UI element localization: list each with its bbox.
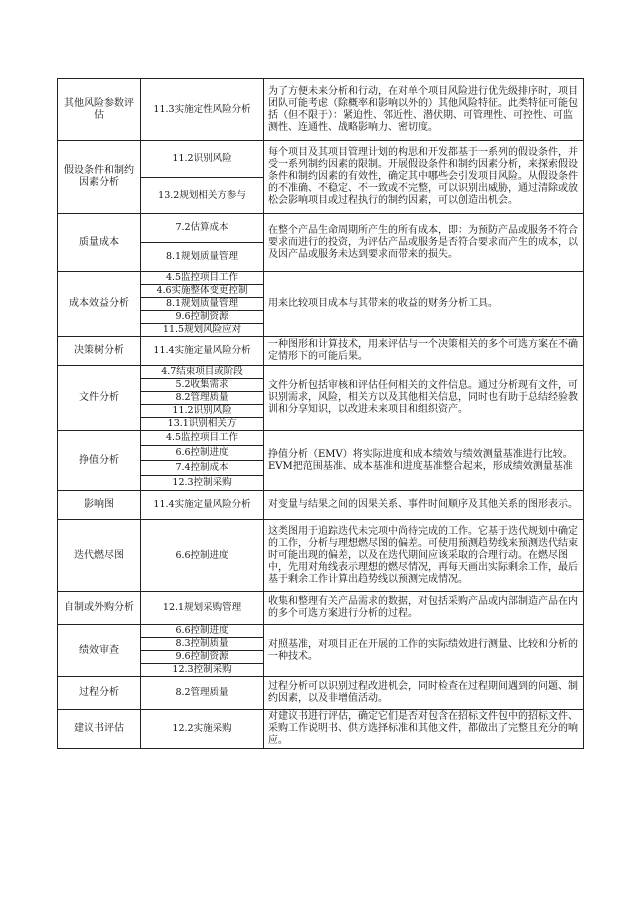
description-cell: 收集和整理有关产品需求的数据，对包括采购产品或内部制造产品在内的多个可选方案进行分析的过程。 [264,592,584,625]
tool-name-cell: 成本效益分析 [58,272,141,337]
process-cell: 7.2估算成本 [141,214,264,243]
description-cell: 为了方便未来分析和行动，在对单个项目风险进行优先级排序时，项目团队可能考虑（除概率和影响以外的）其他风险特征。此类特征可能包括（但不限于）：紧迫性、邻近性、潜伏期、可管理性、可控性、可监测性、连通性、战略影响力、密切度。 [264,79,584,141]
tool-name-cell: 挣值分析 [58,431,141,491]
process-cell: 12.3控制采购 [141,476,264,491]
process-cell: 5.2收集需求 [141,379,264,392]
description-cell: 这类图用于追踪迭代未完项中尚待完成的工作。它基于迭代规划中确定的工作，分析与理想燃尽图的偏差。可使用预测趋势线来预测迭代结束时可能出现的偏差，以及在迭代期间应该采取的合理行动。在燃尽图中，先用对角线表示理想的燃尽情况，再每天画出实际剩余工作，最后基于剩余工作计算出趋势线以预测完成情况。 [264,520,584,592]
process-cell: 11.2识别风险 [141,405,264,418]
process-cell: 11.4实施定量风险分析 [141,337,264,366]
table-row [58,431,584,446]
description-cell: 挣值分析（EMV）将实际进度和成本绩效与绩效测量基准进行比较。EVM把范围基准、成本基准和进度基准整合起来，形成绩效测量基准 [264,431,584,491]
description-cell: 过程分析可以识别过程改进机会，同时检查在过程期间遇到的问题、制约因素，以及非增值活动。 [264,677,584,710]
process-cell: 12.1规划采购管理 [141,592,264,625]
process-cell: 4.5监控项目工作 [141,272,264,285]
tool-name-cell: 建议书评估 [58,710,141,749]
table-row [58,214,584,243]
process-cell: 11.4实施定量风险分析 [141,491,264,520]
description-cell: 每个项目及其项目管理计划的构思和开发都基于一系列的假设条件，并受一系列制约因素的限制。开展假设条件和制约因素分析，来探索假设条件和制约因素的有效性，确定其中哪些会引发项目风险。从假设条件的不准确、不稳定、不一致或不完整，可以识别出威胁，通过清除或放松会影响项目或过程执行的制约因素，可以创造出机会。 [264,141,584,214]
tool-name-cell: 质量成本 [58,214,141,272]
process-cell: 6.6控制进度 [141,625,264,638]
process-cell: 8.1规划质量管理 [141,243,264,272]
tool-name-cell: 过程分析 [58,677,141,710]
process-cell: 4.5监控项目工作 [141,431,264,446]
tool-name-cell: 其他风险参数评估 [58,79,141,141]
process-cell: 11.5规划风险应对 [141,324,264,337]
process-cell: 11.3实施定性风险分析 [141,79,264,141]
table-row [58,272,584,285]
process-cell: 8.2管理质量 [141,677,264,710]
description-cell: 一种图形和计算技术，用来评估与一个决策相关的多个可选方案在不确定情形下的可能后果。 [264,337,584,366]
description-cell: 对照基准，对项目正在开展的工作的实际绩效进行测量、比较和分析的一种技术。 [264,625,584,677]
table-row [58,677,584,710]
table-row [58,366,584,379]
process-cell: 13.1识别相关方 [141,418,264,431]
process-cell: 8.2管理质量 [141,392,264,405]
table-row [58,710,584,749]
tool-name-cell: 迭代燃尽图 [58,520,141,592]
process-cell: 4.7结束项目或阶段 [141,366,264,379]
analysis-tools-table [57,78,584,749]
process-cell: 7.4控制成本 [141,461,264,476]
tool-name-cell: 自制或外购分析 [58,592,141,625]
table-row [58,337,584,366]
table-row [58,141,584,178]
tool-name-cell: 假设条件和制约因素分析 [58,141,141,214]
process-cell: 12.3控制采购 [141,664,264,677]
process-cell: 8.1规划质量管理 [141,298,264,311]
process-cell: 6.6控制进度 [141,446,264,461]
tool-name-cell: 绩效审查 [58,625,141,677]
process-cell: 11.2识别风险 [141,141,264,178]
tool-name-cell: 文件分析 [58,366,141,431]
process-cell: 9.6控制资源 [141,651,264,664]
description-cell: 用来比较项目成本与其带来的收益的财务分析工具。 [264,272,584,337]
process-cell: 12.2实施采购 [141,710,264,749]
description-cell: 对建议书进行评估，确定它们是否对包含在招标文件包中的招标文件、采购工作说明书、供方选择标准和其他文件，都做出了完整且充分的响应。 [264,710,584,749]
table-row [58,491,584,520]
description-cell: 对变量与结果之间的因果关系、事件时间顺序及其他关系的图形表示。 [264,491,584,520]
table-row [58,592,584,625]
tool-name-cell: 影响图 [58,491,141,520]
process-cell: 4.6实施整体变更控制 [141,285,264,298]
process-cell: 8.3控制质量 [141,638,264,651]
table-row [58,79,584,141]
process-cell: 13.2规划相关方参与 [141,178,264,214]
table-row [58,625,584,638]
description-cell: 文件分析包括审核和评估任何相关的文件信息。通过分析现有文件，可识别需求，风险，相关方以及其他相关信息，同时也有助于总结经验教训和分享知识，以改进未来项目和组织资产。 [264,366,584,431]
process-cell: 9.6控制资源 [141,311,264,324]
tool-name-cell: 决策树分析 [58,337,141,366]
description-cell: 在整个产品生命周期所产生的所有成本，即：为预防产品或服务不符合要求而进行的投资，为评估产品或服务是否符合要求而产生的成本，以及因产品或服务未达到要求而带来的损失。 [264,214,584,272]
process-cell: 6.6控制进度 [141,520,264,592]
table-row [58,520,584,592]
table-body [58,79,584,749]
